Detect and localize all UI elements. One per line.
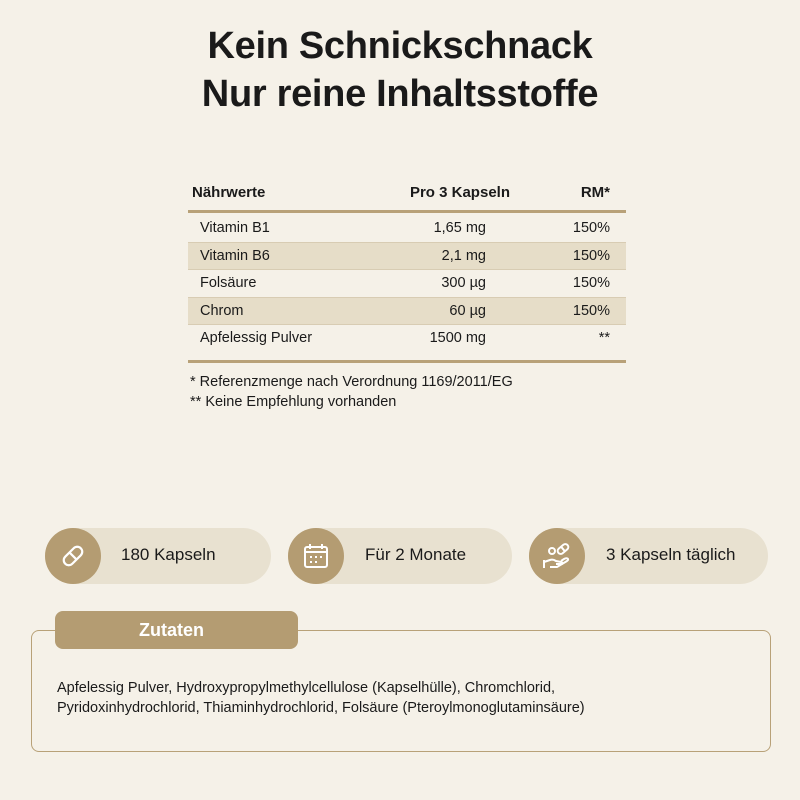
hand-capsules-icon [529,528,585,584]
headline [0,22,800,118]
row-name: Vitamin B6 [200,247,270,264]
header-rm: RM* [580,184,610,201]
footnote-reference: * Referenzmenge nach Verordnung 1169/2011/EG [190,374,513,390]
row-amount: 1500 mg [429,330,486,347]
footnote-no-recommendation: ** Keine Empfehlung vorhanden [190,394,397,410]
row-amount: 300 µg [441,275,486,292]
feature-daily-dose [529,528,768,584]
table-header [188,178,626,210]
feature-capsule-count [45,528,271,584]
capsule-icon [45,528,101,584]
row-rm: 150% [572,247,610,264]
ingredients-line-2: Pyridoxinhydrochlorid, Thiaminhydrochlorid, Folsäure (Pteroylmonoglutaminsäure) [57,700,585,716]
row-amount: 1,65 mg [433,220,486,236]
table-bottom-rule [188,360,626,363]
ingredients-tab [55,611,298,649]
feature-label: 180 Kapseln [121,545,216,564]
row-rm: 150% [572,302,610,319]
table-row [188,242,626,270]
table-row [188,324,626,352]
feature-label: 3 Kapseln täglich [606,545,736,564]
feature-duration [288,528,512,584]
row-rm: ** [598,330,610,347]
table-row [188,269,626,297]
row-amount: 2,1 mg [441,247,486,264]
header-per-3-capsules: Pro 3 Kapseln [409,184,510,201]
header-nutrients: Nährwerte [192,184,266,201]
feature-label: Für 2 Monate [365,545,467,564]
row-amount: 60 µg [449,302,486,319]
headline-line-1: Kein Schnickschnack [207,25,593,67]
row-name: Chrom [200,302,244,319]
calendar-icon [288,528,344,584]
row-rm: 150% [572,275,610,292]
row-rm: 150% [572,220,610,236]
nutrition-table [188,178,626,363]
table-top-rule [188,210,626,213]
ingredients-title: Zutaten [139,620,204,640]
footnotes [190,372,513,412]
row-name: Folsäure [200,275,257,292]
row-name: Vitamin B1 [200,220,270,236]
table-row [188,215,626,242]
row-name: Apfelessig Pulver [200,330,313,347]
ingredients-line-1: Apfelessig Pulver, Hydroxypropylmethylcellulose (Kapselhülle), Chromchlorid, [57,680,556,696]
ingredients-text [57,678,757,718]
table-row [188,297,626,325]
headline-line-2: Nur reine Inhaltsstoffe [201,73,599,115]
